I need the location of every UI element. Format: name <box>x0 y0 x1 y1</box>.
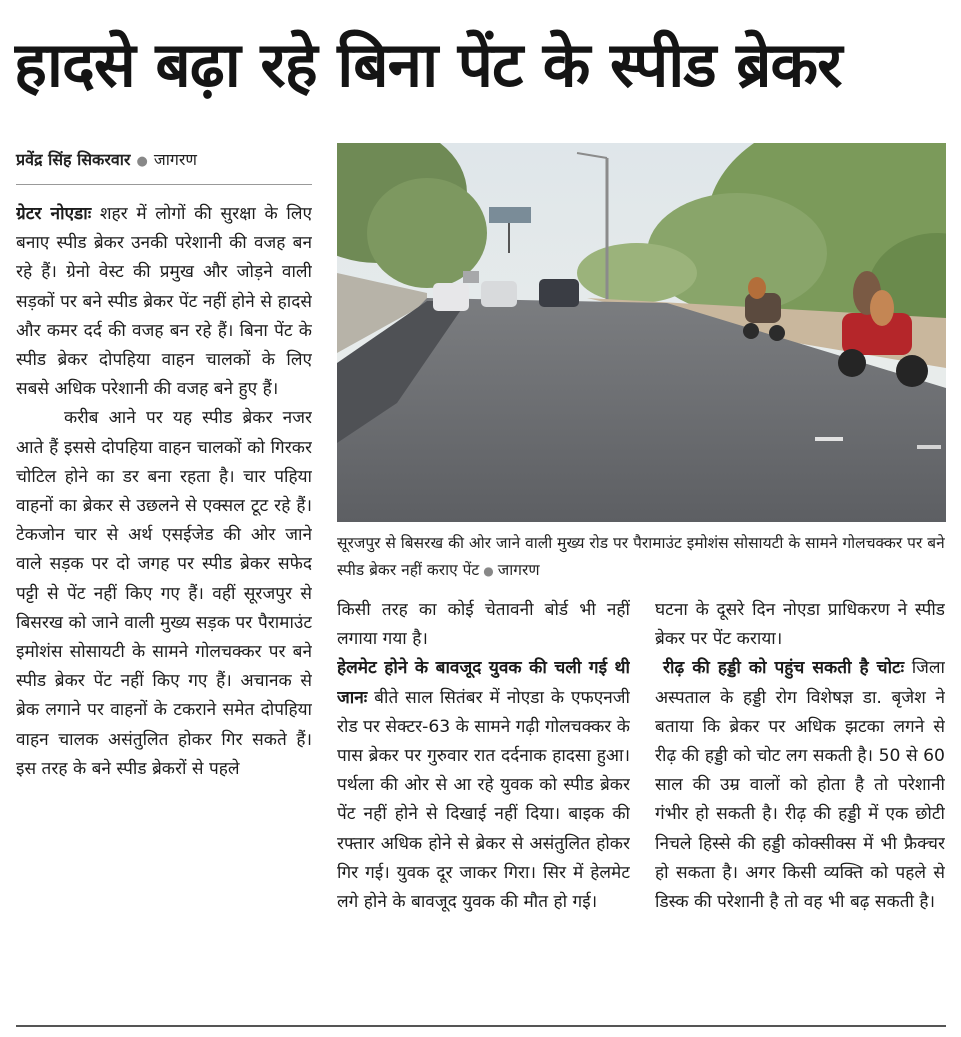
paragraph-text: शहर में लोगों की सुरक्षा के लिए बनाए स्पीड ब्रेकर उनकी परेशानी की वजह बन रहे हैं। ग्रेनो वेस्ट की प्रमुख और जोड़ने वाली सड़कों पर बने स्पीड ब्रेकर पेंट नहीं होने से हादसे और कमर दर्द की वजह बन रहे हैं। बिना पेंट के स्पीड ब्रेकर दोपहिया वाहन चालकों के लिए सबसे अधिक परेशानी की वजह बने हुए हैं। <box>16 204 312 400</box>
photo-caption <box>337 530 946 588</box>
bullet-icon: ● <box>136 154 148 169</box>
subheading: हेलमेट होने के बावजूद युवक की चली गई थी जानः <box>337 658 630 708</box>
headline: हादसे बढ़ा रहे बिना पेंट के स्पीड ब्रेकर <box>14 28 842 101</box>
article-paragraph <box>16 200 312 404</box>
news-photo <box>337 143 946 522</box>
byline-source: जागरण <box>153 150 197 169</box>
byline-author: प्रवेंद्र सिंह सिकरवार <box>16 150 131 169</box>
article-column-3 <box>655 596 945 1020</box>
bottom-divider <box>16 1025 946 1027</box>
byline-divider <box>16 184 312 185</box>
article-paragraph: घटना के दूसरे दिन नोएडा प्राधिकरण ने स्पीड ब्रेकर पर पेंट कराया। <box>655 600 945 650</box>
article-paragraph: करीब आने पर यह स्पीड ब्रेकर नजर आते हैं इससे दोपहिया वाहन चालकों को गिरकर चोटिल होने का डर बना रहता है। चार पहिया वाहनों का ब्रेकर से उछलने से एक्सल टूट रहे हैं। टेकजोन चार से अर्थ एसईजेड की ओर जाने वाले सड़क पर दो जगह पर स्पीड ब्रेकर सफेद पट्टी से पेंट नहीं किए गए हैं। वहीं सूरजपुर से बिसरख को जाने वाली मुख्य सड़क पर पैरामाउंट इमोशंस सोसायटी के सामने गोलचक्कर पर बने स्पीड ब्रेकर पेंट नहीं किए गए हैं। अचानक से ब्रेक लगाने पर वाहनों के टकराने समेत दोपहिया वाहन चालक असंतुलित होकर गिर सकते हैं। इस तरह के बने स्पीड ब्रेकरों से पहले <box>16 408 312 779</box>
article-paragraph <box>337 654 630 917</box>
article-paragraph: किसी तरह का कोई चेतावनी बोर्ड भी नहीं लगाया गया है। <box>337 600 630 650</box>
caption-text: सूरजपुर से बिसरख की ओर जाने वाली मुख्य रोड पर पैरामाउंट इमोशंस सोसायटी के सामने गोलचक्कर पर बने स्पीड ब्रेकर नहीं कराए पेंट <box>337 534 945 579</box>
article-column-2 <box>337 596 630 1020</box>
article-paragraph <box>655 654 945 917</box>
byline <box>16 148 312 174</box>
dateline: ग्रेटर नोएडाः <box>16 204 92 224</box>
bullet-icon: ● <box>483 564 494 578</box>
paragraph-text: जिला अस्पताल के हड्डी रोग विशेषज्ञ डा. बृजेश ने बताया कि ब्रेकर पर अधिक झटका लगने से रीढ़ की हड्डी को चोट लग सकती है। 50 से 60 साल की उम्र वालों को होता है तो परेशानी गंभीर हो सकती है। रीढ़ की हड्डी में एक छोटी निचले हिस्से की हड्डी कोक्सीक्स में भी फ्रैक्चर हो सकता है। अगर किसी व्यक्ति को पहले से डिस्क की परेशानी है तो वह भी बढ़ सकती है। <box>655 658 945 913</box>
paragraph-text: बीते साल सितंबर में नोएडा के एफएनजी रोड पर सेक्टर-63 के सामने गढ़ी गोलचक्कर के पास ब्रेकर पर गुरुवार रात दर्दनाक हादसा हुआ। पर्थला की ओर से आ रहे युवक को स्पीड ब्रेकर पेंट नहीं होने से दिखाई नहीं दिया। बाइक की रफ्तार अधिक होने से ब्रेकर से असंतुलित होकर गिर गई। युवक दूर जाकर गिरा। सिर में हेलमेट लगे होने के बावजूद युवक की मौत हो गई। <box>337 687 630 913</box>
caption-source: जागरण <box>497 561 540 579</box>
road-photo-illustration <box>337 143 946 522</box>
article-column-1 <box>16 200 312 1020</box>
subheading: रीढ़ की हड्डी को पहुंच सकती है चोटः <box>663 658 905 679</box>
